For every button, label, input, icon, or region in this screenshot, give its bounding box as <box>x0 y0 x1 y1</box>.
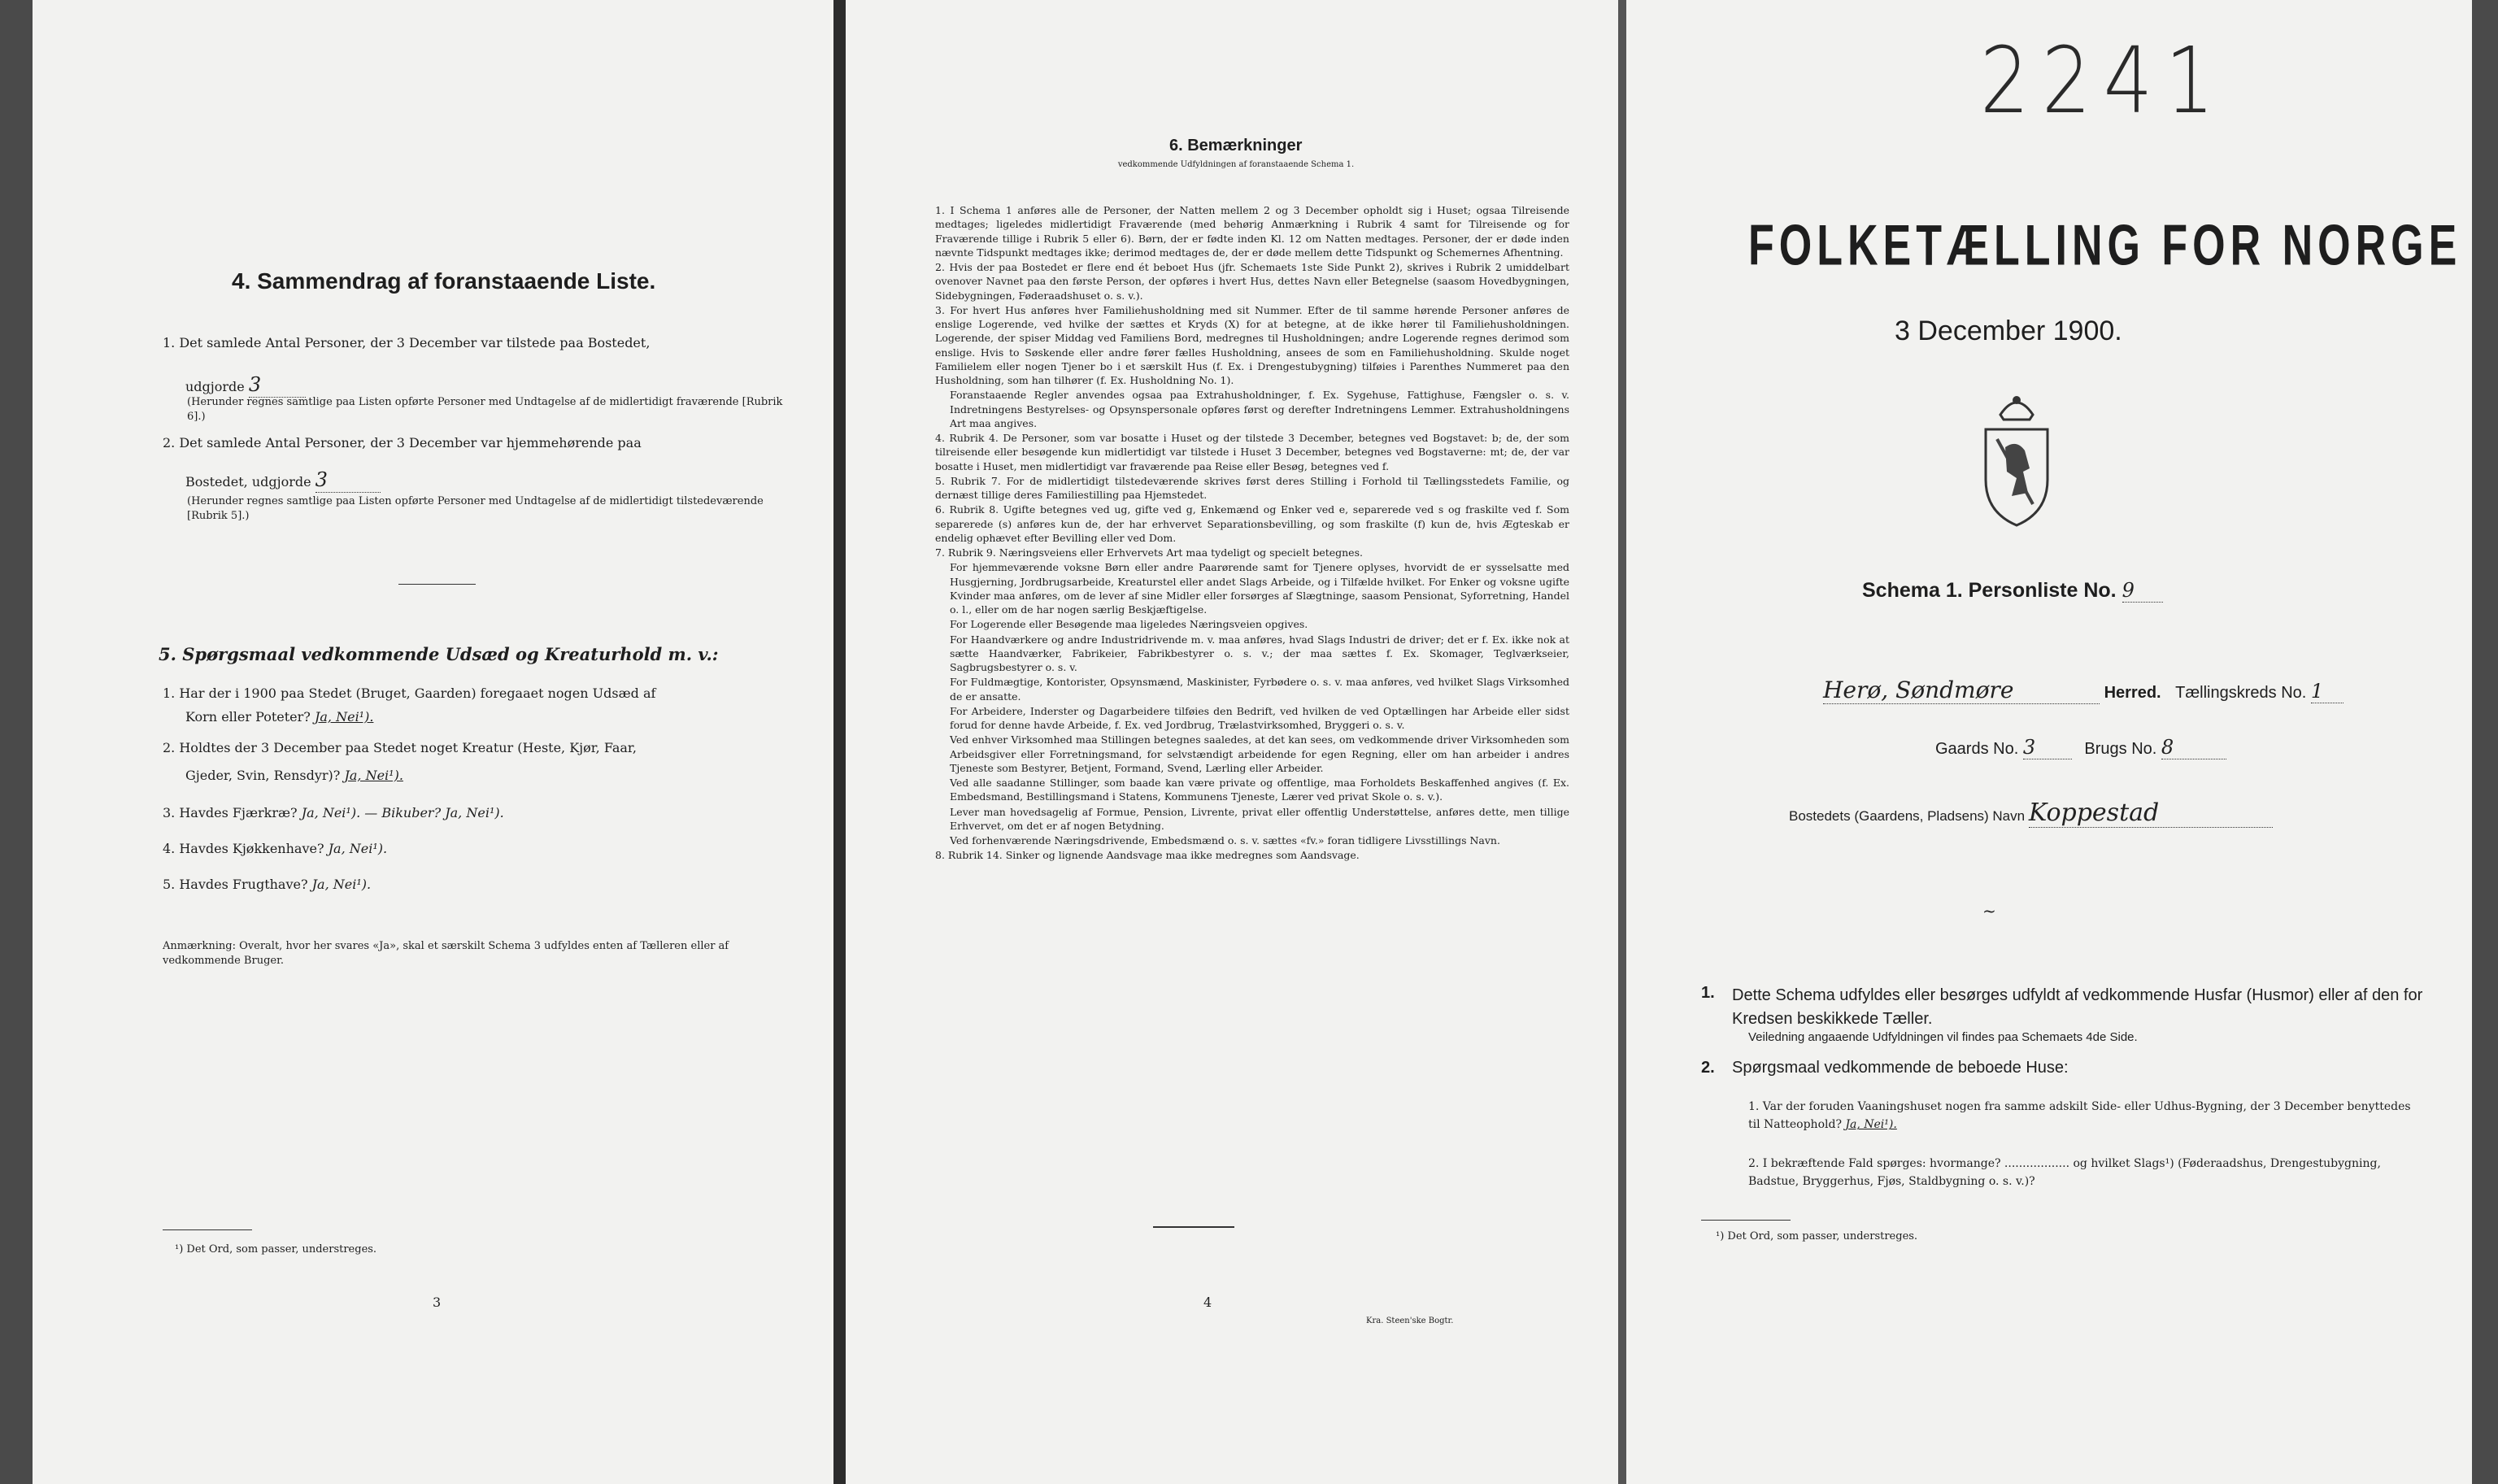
ornament-icon: ~ <box>1982 901 1996 920</box>
divider <box>398 584 476 585</box>
bemaerkninger-title: 6. Bemærkninger <box>1169 137 1303 154</box>
item-1-guidance: Veiledning angaaende Udfyldningen vil findes paa Schemaets 4de Side. <box>1748 1030 2138 1044</box>
coat-of-arms-icon <box>1976 390 2057 529</box>
remark-paragraph: 1. I Schema 1 anføres alle de Personer, der Natten mellem 2 og 3 December opholdt sig i Huset; ogsaa Tilreisende medtages; ligeledes midlertidigt Fraværende (med behørig Anmærkning i Rubrik 4 samt for Tilreisende og for Fraværende tillige i Rubrik 5 eller 6). Børn, der er fødte inden Kl. 12 om Natten medtages. Personer, der er døde inden nævnte Tidspunkt medtages ikke; derimod medtages de, der er døde mellem dette Tidspunkt og Schemernes Afhentning. <box>935 204 1569 259</box>
cover-title: FOLKETÆLLING FOR NORGE <box>1748 214 2462 278</box>
q1-note: (Herunder regnes samtlige paa Listen opførte Personer med Undtagelse af de midlertidigt fraværende [Rubrik 6].) <box>187 396 783 423</box>
remark-paragraph: 4. Rubrik 4. De Personer, som var bosatte i Huset og der tilstede 3 December, betegnes ved Bogstavet: b; de, der som tilreisende eller besøgende kun midlertidigt var tilstede i Huset 3 December, betegnes ved Bogstaverne: mt; de, der var bosatte i Huset, men midlertidigt var fraværende paa Reise eller Besøg, betegnes ved f. <box>935 432 1569 472</box>
s5-q5-line <box>163 877 371 893</box>
q1-value: 3 <box>249 372 306 398</box>
s5-q1-line <box>185 709 373 725</box>
herred-value: Herø, Søndmøre <box>1823 677 2100 704</box>
bosted-label: Bostedets (Gaardens, Pladsens) Navn <box>1789 808 2026 824</box>
item-2-text: Spørgsmaal vedkommende de beboede Huse: <box>1732 1059 2069 1077</box>
q2-line <box>185 468 381 493</box>
footnote-rule <box>163 1229 252 1230</box>
remark-paragraph: Ved forhenværende Næringsdrivende, Embedsmænd o. s. v. sættes «fv.» foran tidligere Livsstillings Navn. <box>950 834 1500 846</box>
handwritten-stamp-number: 2241 <box>1980 28 2227 134</box>
remark-paragraph: For Arbeidere, Inderster og Dagarbeidere tilføies den Bedrift, ved hvilken de ved Optællingen har Arbeide eller sidst forud for denne havde Arbeide, f. Ex. ved Jordbrug, Trælastvirksomhed, Bryggeri o. s. v. <box>950 704 1569 731</box>
item-2-1-answer: Ja, Nei¹). <box>1845 1118 1897 1132</box>
item-2-number: 2. <box>1701 1059 1715 1077</box>
kreds-label: Tællingskreds No. <box>2175 684 2307 702</box>
anmaerkning: Anmærkning: Overalt, hvor her svares «Ja», skal et særskilt Schema 3 udfyldes enten af Tælleren eller af vedkommende Bruger. <box>163 940 729 967</box>
section-4-title: 4. Sammendrag af foranstaaende Liste. <box>232 268 656 294</box>
s5-q4-answer: Ja, Nei¹). <box>328 841 388 856</box>
remark-paragraph: For Fuldmægtige, Kontorister, Opsynsmænd, Maskinister, Fyrbødere o. s. v. maa anføres, ved hvilket Slags Virksomhed de er ansatte. <box>950 676 1569 703</box>
remark-paragraph: For hjemmeværende voksne Børn eller andre Paarørende samt for Tjenere oplyses, hvorvidt de er sysselsatte med Husgjerning, Jordbrugsarbeide, Kreaturstel eller andet Slags Arbeide, og i Tilfælde hvilket. For Enker og voksne ugifte Kvinder maa anføres, om de lever af sine Midler eller forsørges af Slægtninge, saasom Pensionat, Syforretning, Handel o. l., eller om de har nogen særlig Beskjæftigelse. <box>950 561 1569 616</box>
page-4 <box>846 0 1618 1484</box>
s5-q2-line <box>185 768 403 784</box>
herred-label: Herred. <box>2104 684 2161 702</box>
s5-q2a: 2. Holdtes der 3 December paa Stedet noget Kreatur (Heste, Kjør, Faar, <box>163 740 637 755</box>
census-date: 3 December 1900. <box>1895 316 2122 346</box>
item-1-number: 1. <box>1701 984 1715 1002</box>
q1-line <box>185 372 306 398</box>
page-gutter-left <box>833 0 846 1484</box>
s5-q1b: Korn eller Poteter? <box>185 709 311 725</box>
divider <box>1153 1226 1234 1228</box>
brugs-number: 8 <box>2161 736 2226 759</box>
remark-paragraph: For Haandværkere og andre Industridrivende m. v. maa anføres, hvad Slags Industri de driver; det er f. Ex. ikke nok at sætte Haandværker, Fabrikeier, Fabrikbestyrer o. s. v.; der maa sættes f. Ex. Skomager, Teglværkseier, Sagbrugsbestyrer o. s. v. <box>950 633 1569 673</box>
remark-paragraph: Lever man hovedsagelig af Formue, Pension, Livrente, privat eller offentlig Understøttelse, anføres dette, men tillige Erhvervet, om det er af nogen Betydning. <box>950 805 1569 832</box>
s5-q4: 4. Havdes Kjøkkenhave? <box>163 841 324 856</box>
bosted-value: Koppestad <box>2029 799 2273 828</box>
s5-q3-line <box>163 805 504 821</box>
s5-q1-answer: Ja, Nei¹). <box>314 709 374 725</box>
s5-q3: 3. Havdes Fjærkræ? <box>163 805 298 820</box>
remark-paragraph: 2. Hvis der paa Bostedet er flere end ét beboet Hus (jfr. Schemaets 1ste Side Punkt 2), skrives i Rubrik 2 umiddelbart ovenover Navnet paa den første Person, der opføres i hvert Hus, dettes Navn eller Betegnelse (saasom Hovedbygningen, Sidebygningen, Føderaadshuset o. s. v.). <box>935 261 1569 302</box>
s5-q4-line <box>163 841 387 857</box>
herred-line <box>1823 677 2344 704</box>
q1-udgjorde: udgjorde <box>185 379 245 394</box>
page-gutter-right <box>1618 0 1626 1484</box>
bemaerkninger-subtitle: vedkommende Udfyldningen af foranstaaende Schema 1. <box>1117 160 1355 169</box>
item-1-text: Dette Schema udfyldes eller besørges udfyldt af vedkommende Husfar (Husmor) eller af den for Kredsen beskikkede Tæller. <box>1732 986 2423 1028</box>
schema-number: 9 <box>2122 579 2163 603</box>
remark-paragraph: Ved enhver Virksomhed maa Stillingen betegnes saaledes, at det kan sees, om vedkommende driver Virksomheden som Arbeidsgiver eller Forretningsmand, for selvstændigt arbeidende for egen Regning, eller om han arbeider i andres Tjeneste som Bestyrer, Betjent, Formand, Svend, Lærling eller Arbeider. <box>950 733 1569 774</box>
schema-label: Schema 1. Personliste No. <box>1862 579 2117 602</box>
footnote-rule <box>1701 1220 1791 1221</box>
page-number: 3 <box>433 1295 442 1310</box>
kreds-number: 1 <box>2311 680 2344 703</box>
remark-paragraph: 6. Rubrik 8. Ugifte betegnes ved ug, gifte ved g, Enkemænd og Enker ved e, separerede ved s og fraskilte ved f. Som separerede (s) anføres kun de, der har erhvervet Separationsbevilling, og som fraskilte (f) kun de, hvis Ægteskab er endelig ophævet efter Bevilling eller ved Dom. <box>935 503 1569 544</box>
s5-q3-answer: Ja, Nei¹). — Bikuber? Ja, Nei¹). <box>301 805 504 820</box>
item-2-1 <box>1748 1098 2423 1134</box>
footnote: ¹) Det Ord, som passer, understreges. <box>1716 1230 1918 1242</box>
s5-q2b: Gjeder, Svin, Rensdyr)? <box>185 768 341 783</box>
cover-page <box>1626 0 2472 1484</box>
paragraph-list <box>935 203 1569 864</box>
footnote: ¹) Det Ord, som passer, understreges. <box>175 1243 377 1256</box>
s5-q5: 5. Havdes Frugthave? <box>163 877 308 892</box>
q2-text: 2. Det samlede Antal Personer, der 3 December var hjemmehørende paa <box>163 435 642 450</box>
gaards-label: Gaards No. <box>1935 740 2019 758</box>
printer-mark: Kra. Steen'ske Bogtr. <box>1366 1316 1454 1325</box>
schema-line <box>1862 579 2163 603</box>
q1-text: 1. Det samlede Antal Personer, der 3 December var tilstede paa Bostedet, <box>163 335 651 350</box>
q2-value: 3 <box>316 468 381 493</box>
gaards-line <box>1935 736 2226 759</box>
remark-paragraph: For Logerende eller Besøgende maa ligeledes Næringsveien opgives. <box>950 618 1308 631</box>
remark-paragraph: 3. For hvert Hus anføres hver Familiehusholdning med sit Nummer. Efter de til samme hørende Personer anføres de enslige Logerende, ved hvilke der sættes et Kryds (X) for at betegne, at de ikke hører til Familiehusholdningen. Logerende, der spiser Middag ved Familiens Bord, medregnes til Husholdningen; andre Logerende regnes derimod som enslige. Hvis to Søskende eller andre fører fælles Husholdning, ansees de som en Familiehusholdning. Skulde noget Familielem eller nogen Tjener bo i et særskilt Hus (f. Ex. i Drengestubygning) tilføies i Parenthes Nummeret paa den Husholdning, som han tilhører (f. Ex. Husholdning No. 1). <box>935 303 1569 386</box>
s5-q5-answer: Ja, Nei¹). <box>311 877 372 892</box>
remark-paragraph: Ved alle saadanne Stillinger, som baade kan være private og offentlige, maa Forholdets Beskaffenhed angives (f. Ex. Embedsmand, Bestillingsmand i Statens, Kommunens Tjeneste, Lærer ved privat Skole o. s. v.). <box>950 777 1569 803</box>
remark-paragraph: 7. Rubrik 9. Næringsveiens eller Erhvervets Art maa tydeligt og specielt betegnes. <box>935 546 1363 559</box>
gaards-number: 3 <box>2023 736 2072 759</box>
remark-paragraph: Foranstaaende Regler anvendes ogsaa paa Extrahusholdninger, f. Ex. Sygehuse, Fattighuse, Fængsler o. s. v. Indretningens Bestyrelses- og Opsynspersonale opføres først og derefter Indretningens Lemmer. Extrahusholdningens Art maa angives. <box>950 389 1569 429</box>
q2-bostedet: Bostedet, udgjorde <box>185 474 311 490</box>
s5-q1a: 1. Har der i 1900 paa Stedet (Bruget, Gaarden) foregaaet nogen Udsæd af <box>163 685 656 701</box>
page-3 <box>33 0 833 1484</box>
remark-paragraph: 8. Rubrik 14. Sinker og lignende Aandsvage maa ikke medregnes som Aandsvage. <box>935 849 1360 862</box>
s5-q2-answer: Ja, Nei¹). <box>344 768 403 783</box>
item-2-2: 2. I bekræftende Fald spørges: hvormange? .................. og hvilket Slags¹) (Føderaadshus, Drengestubygning, Badstue, Bryggerhus, Fjøs, Staldbygning o. s. v.)? <box>1748 1157 2381 1189</box>
section-5-title: 5. Spørgsmaal vedkommende Udsæd og Kreaturhold m. v.: <box>159 644 719 664</box>
page-number: 4 <box>1203 1295 1212 1310</box>
remark-paragraph: 5. Rubrik 7. For de midlertidigt tilstedeværende skrives først deres Stilling i Forhold til Tællingsstedets Familie, og dernæst tillige deres Familiestilling paa Hjemstedet. <box>935 474 1569 501</box>
brugs-label: Brugs No. <box>2084 740 2157 758</box>
bosted-line <box>1789 799 2273 828</box>
q2-note: (Herunder regnes samtlige paa Listen opførte Personer med Undtagelse af de midlertidigt tilstedeværende [Rubrik 5].) <box>187 495 764 522</box>
item-2-1-question: 1. Var der foruden Vaaningshuset nogen fra samme adskilt Side- eller Udhus-Bygning, der 3 December benyttedes til Natteophold? <box>1748 1100 2411 1132</box>
